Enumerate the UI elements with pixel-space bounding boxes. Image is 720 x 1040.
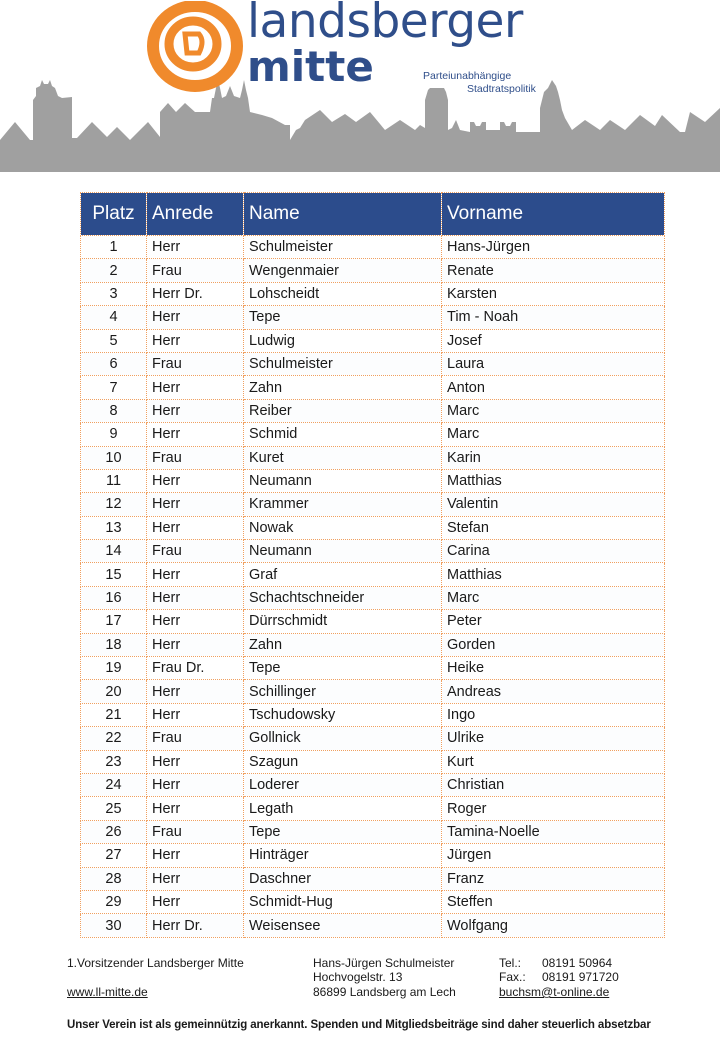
table-row	[81, 259, 665, 282]
logo-text-landsberger: landsberger	[247, 0, 523, 49]
cell-platz: 7	[81, 376, 147, 399]
cell-platz: 8	[81, 399, 147, 422]
cell-platz: 27	[81, 844, 147, 867]
logo-spiral-icon	[143, 1, 253, 93]
cell-platz: 18	[81, 633, 147, 656]
cell-anrede: Herr	[147, 329, 244, 352]
tel-number: 08191 50964	[542, 956, 613, 970]
cell-name: Schachtschneider	[244, 586, 442, 609]
cell-anrede: Herr	[147, 306, 244, 329]
cell-vorname: Stefan	[442, 516, 665, 539]
cell-vorname: Ingo	[442, 703, 665, 726]
cell-vorname: Gorden	[442, 633, 665, 656]
cell-platz: 16	[81, 586, 147, 609]
cell-name: Schmid	[244, 423, 442, 446]
cell-vorname: Kurt	[442, 750, 665, 773]
table-row	[81, 867, 665, 890]
cell-vorname: Wolfgang	[442, 914, 665, 937]
cell-anrede: Herr	[147, 703, 244, 726]
cell-name: Gollnick	[244, 727, 442, 750]
cell-name: Kuret	[244, 446, 442, 469]
cell-platz: 26	[81, 820, 147, 843]
cell-vorname: Tamina-Noelle	[442, 820, 665, 843]
cell-anrede: Herr	[147, 376, 244, 399]
cell-name: Schulmeister	[244, 236, 442, 259]
cell-anrede: Herr	[147, 773, 244, 796]
table-row	[81, 563, 665, 586]
cell-platz: 3	[81, 282, 147, 305]
table-row	[81, 773, 665, 796]
table-row	[81, 797, 665, 820]
cell-anrede: Herr	[147, 586, 244, 609]
cell-platz: 14	[81, 540, 147, 563]
cell-name: Tschudowsky	[244, 703, 442, 726]
footer-contact-name: Hans-Jürgen Schulmeister	[313, 956, 455, 970]
cell-name: Dürrschmidt	[244, 610, 442, 633]
table-row	[81, 376, 665, 399]
cell-name: Szagun	[244, 750, 442, 773]
candidate-list-table	[80, 192, 665, 938]
column-header-name: Name	[244, 193, 442, 236]
cell-anrede: Herr	[147, 797, 244, 820]
skyline-silhouette	[0, 80, 720, 172]
cell-name: Tepe	[244, 306, 442, 329]
cell-name: Zahn	[244, 633, 442, 656]
cell-anrede: Herr	[147, 750, 244, 773]
cell-vorname: Laura	[442, 352, 665, 375]
tax-deductible-note: Unser Verein ist als gemeinnützig anerkannt. Spenden und Mitgliedsbeiträge sind daher steuerlich absetzbar	[67, 1019, 651, 1031]
table-row	[81, 890, 665, 913]
cell-platz: 28	[81, 867, 147, 890]
cell-platz: 15	[81, 563, 147, 586]
cell-anrede: Herr Dr.	[147, 914, 244, 937]
fax-number: 08191 971720	[542, 970, 619, 984]
cell-platz: 13	[81, 516, 147, 539]
footer-street: Hochvogelstr. 13	[313, 970, 403, 984]
table-row	[81, 306, 665, 329]
cell-name: Loderer	[244, 773, 442, 796]
cell-platz: 10	[81, 446, 147, 469]
cell-platz: 29	[81, 890, 147, 913]
cell-vorname: Heike	[442, 657, 665, 680]
cell-vorname: Marc	[442, 399, 665, 422]
cell-anrede: Frau	[147, 727, 244, 750]
cell-platz: 12	[81, 493, 147, 516]
cell-vorname: Hans-Jürgen	[442, 236, 665, 259]
cell-vorname: Andreas	[442, 680, 665, 703]
table-row	[81, 236, 665, 259]
cell-vorname: Valentin	[442, 493, 665, 516]
table-row	[81, 469, 665, 492]
fax-label: Fax.:	[499, 970, 526, 984]
tagline-line-1: Parteiunabhängige	[423, 70, 512, 82]
cell-vorname: Karsten	[442, 282, 665, 305]
table-row	[81, 610, 665, 633]
tel-label: Tel.:	[499, 956, 522, 970]
table-row	[81, 446, 665, 469]
cell-anrede: Herr	[147, 867, 244, 890]
cell-vorname: Matthias	[442, 563, 665, 586]
table-row	[81, 540, 665, 563]
cell-name: Lohscheidt	[244, 282, 442, 305]
email-link[interactable]: buchsm@t-online.de	[499, 985, 610, 999]
tagline-line-2: Stadtratspolitik	[467, 83, 536, 95]
cell-anrede: Frau	[147, 352, 244, 375]
table-row	[81, 282, 665, 305]
cell-platz: 5	[81, 329, 147, 352]
cell-name: Wengenmaier	[244, 259, 442, 282]
cell-anrede: Herr	[147, 610, 244, 633]
cell-anrede: Herr	[147, 890, 244, 913]
column-header-vorname: Vorname	[442, 193, 665, 236]
header-banner	[0, 0, 720, 172]
table-row	[81, 352, 665, 375]
table-header-row	[81, 193, 665, 236]
cell-platz: 30	[81, 914, 147, 937]
cell-name: Tepe	[244, 657, 442, 680]
table-row	[81, 329, 665, 352]
cell-name: Legath	[244, 797, 442, 820]
cell-platz: 20	[81, 680, 147, 703]
cell-vorname: Marc	[442, 423, 665, 446]
cell-name: Neumann	[244, 469, 442, 492]
cell-anrede: Frau	[147, 540, 244, 563]
cell-name: Ludwig	[244, 329, 442, 352]
cell-name: Krammer	[244, 493, 442, 516]
cell-anrede: Herr	[147, 633, 244, 656]
cell-name: Hinträger	[244, 844, 442, 867]
cell-name: Graf	[244, 563, 442, 586]
cell-platz: 25	[81, 797, 147, 820]
table-row	[81, 820, 665, 843]
cell-anrede: Herr Dr.	[147, 282, 244, 305]
cell-anrede: Herr	[147, 423, 244, 446]
cell-vorname: Roger	[442, 797, 665, 820]
cell-vorname: Jürgen	[442, 844, 665, 867]
cell-name: Daschner	[244, 867, 442, 890]
cell-platz: 9	[81, 423, 147, 446]
column-header-anrede: Anrede	[147, 193, 244, 236]
table-row	[81, 703, 665, 726]
cell-vorname: Karin	[442, 446, 665, 469]
cell-anrede: Herr	[147, 516, 244, 539]
cell-platz: 21	[81, 703, 147, 726]
cell-vorname: Anton	[442, 376, 665, 399]
cell-platz: 17	[81, 610, 147, 633]
table-row	[81, 727, 665, 750]
cell-anrede: Herr	[147, 844, 244, 867]
cell-platz: 6	[81, 352, 147, 375]
cell-vorname: Ulrike	[442, 727, 665, 750]
cell-anrede: Herr	[147, 563, 244, 586]
table-row	[81, 423, 665, 446]
table-row	[81, 844, 665, 867]
cell-platz: 19	[81, 657, 147, 680]
cell-platz: 11	[81, 469, 147, 492]
logo-text-mitte: mitte	[247, 42, 374, 91]
cell-name: Neumann	[244, 540, 442, 563]
table-body	[81, 236, 665, 938]
cell-vorname: Steffen	[442, 890, 665, 913]
cell-vorname: Tim - Noah	[442, 306, 665, 329]
cell-name: Tepe	[244, 820, 442, 843]
cell-anrede: Herr	[147, 680, 244, 703]
cell-platz: 22	[81, 727, 147, 750]
cell-vorname: Christian	[442, 773, 665, 796]
website-link[interactable]: www.ll-mitte.de	[67, 985, 148, 999]
cell-vorname: Josef	[442, 329, 665, 352]
footer-city: 86899 Landsberg am Lech	[313, 985, 456, 999]
cell-platz: 1	[81, 236, 147, 259]
cell-anrede: Frau Dr.	[147, 657, 244, 680]
cell-name: Schulmeister	[244, 352, 442, 375]
cell-vorname: Renate	[442, 259, 665, 282]
cell-vorname: Carina	[442, 540, 665, 563]
table-row	[81, 657, 665, 680]
cell-name: Nowak	[244, 516, 442, 539]
cell-name: Schmidt-Hug	[244, 890, 442, 913]
column-header-platz: Platz	[81, 193, 147, 236]
cell-anrede: Herr	[147, 469, 244, 492]
cell-vorname: Matthias	[442, 469, 665, 492]
cell-anrede: Frau	[147, 259, 244, 282]
cell-anrede: Frau	[147, 820, 244, 843]
cell-platz: 24	[81, 773, 147, 796]
cell-platz: 2	[81, 259, 147, 282]
cell-anrede: Frau	[147, 446, 244, 469]
table-row	[81, 516, 665, 539]
table-row	[81, 586, 665, 609]
cell-platz: 4	[81, 306, 147, 329]
cell-vorname: Marc	[442, 586, 665, 609]
cell-name: Weisensee	[244, 914, 442, 937]
table-row	[81, 680, 665, 703]
footer-role: 1.Vorsitzender Landsberger Mitte	[67, 956, 244, 970]
table-row	[81, 914, 665, 937]
table-row	[81, 399, 665, 422]
cell-name: Zahn	[244, 376, 442, 399]
cell-anrede: Herr	[147, 236, 244, 259]
cell-name: Reiber	[244, 399, 442, 422]
cell-vorname: Peter	[442, 610, 665, 633]
cell-anrede: Herr	[147, 493, 244, 516]
cell-name: Schillinger	[244, 680, 442, 703]
table-row	[81, 750, 665, 773]
table-row	[81, 633, 665, 656]
cell-vorname: Franz	[442, 867, 665, 890]
table-row	[81, 493, 665, 516]
cell-platz: 23	[81, 750, 147, 773]
cell-anrede: Herr	[147, 399, 244, 422]
